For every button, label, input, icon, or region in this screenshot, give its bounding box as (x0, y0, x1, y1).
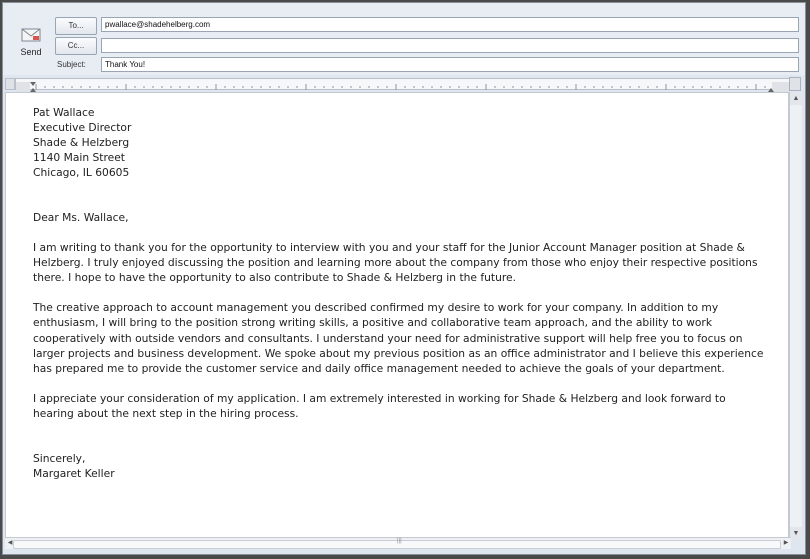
to-button[interactable]: To... (55, 17, 97, 35)
signature: Margaret Keller (33, 466, 115, 480)
address-line: Executive Director (33, 121, 132, 135)
ruler-toggle-icon[interactable] (789, 77, 801, 91)
horizontal-scrollbar[interactable] (5, 537, 791, 549)
recipient-address (33, 105, 768, 180)
address-line: Chicago, IL 60605 (33, 166, 130, 180)
compose-window (2, 2, 806, 555)
arrow-down-icon[interactable]: ▼ (790, 527, 802, 540)
tab-selector[interactable] (5, 78, 15, 90)
address-line: Shade & Helzberg (33, 136, 130, 150)
message-body[interactable] (5, 92, 789, 540)
address-line: 1140 Main Street (33, 151, 125, 165)
salutation: Dear Ms. Wallace, (33, 211, 129, 225)
to-field[interactable]: pwallace@shadehelberg.com (101, 17, 799, 32)
paragraph-1: I am writing to thank you for the opportunity to interview with you and your staff for the Junior Account Manager position at Shade & Helzberg. I truly enjoyed discussing the position and learning more about the company from those who enjoy their respective positions there. I hope to have the opportunity to also contribute to Shade & Helzberg in the future. (33, 241, 758, 285)
arrow-up-icon[interactable]: ▲ (790, 92, 802, 105)
send-label: Send (20, 47, 42, 57)
paragraph-2: The creative approach to account management you described confirmed my desire to work for your company. In addition to my enthusiasm, I will bring to the position strong writing skills, a positive and collaborative team approach, and the ability to work cooperatively with outside vendors and consultants. I understand your need for administrative support will help free you to focus on larger projects and business development. We spoke about my previous position as an office administrator and I believe this experience has prepared me to provide the customer service and daily office management needed to achieve the goals of your department. (33, 301, 764, 375)
ruler-ticks (16, 82, 790, 92)
paragraph-3: I appreciate your consideration of my application. I am extremely interested in working for Shade & Helzberg and look forward to hearing about the next step in the hiring process. (33, 391, 726, 420)
closing: Sincerely, (33, 451, 86, 465)
subject-field[interactable]: Thank You! (101, 57, 799, 72)
send-button[interactable] (9, 17, 53, 65)
arrow-left-icon[interactable]: ◀ (7, 540, 13, 546)
cc-button[interactable]: Cc... (55, 37, 97, 55)
arrow-right-icon[interactable]: ▶ (783, 540, 789, 546)
grip-icon: ||| (397, 538, 402, 544)
message-header (3, 3, 805, 75)
envelope-send-icon (21, 28, 41, 42)
subject-label: Subject: (57, 60, 86, 69)
vertical-scrollbar[interactable] (789, 92, 802, 540)
ruler[interactable] (15, 78, 791, 90)
address-line: Pat Wallace (33, 106, 95, 119)
first-line-indent-marker[interactable] (30, 82, 36, 86)
cc-field[interactable] (101, 38, 799, 53)
